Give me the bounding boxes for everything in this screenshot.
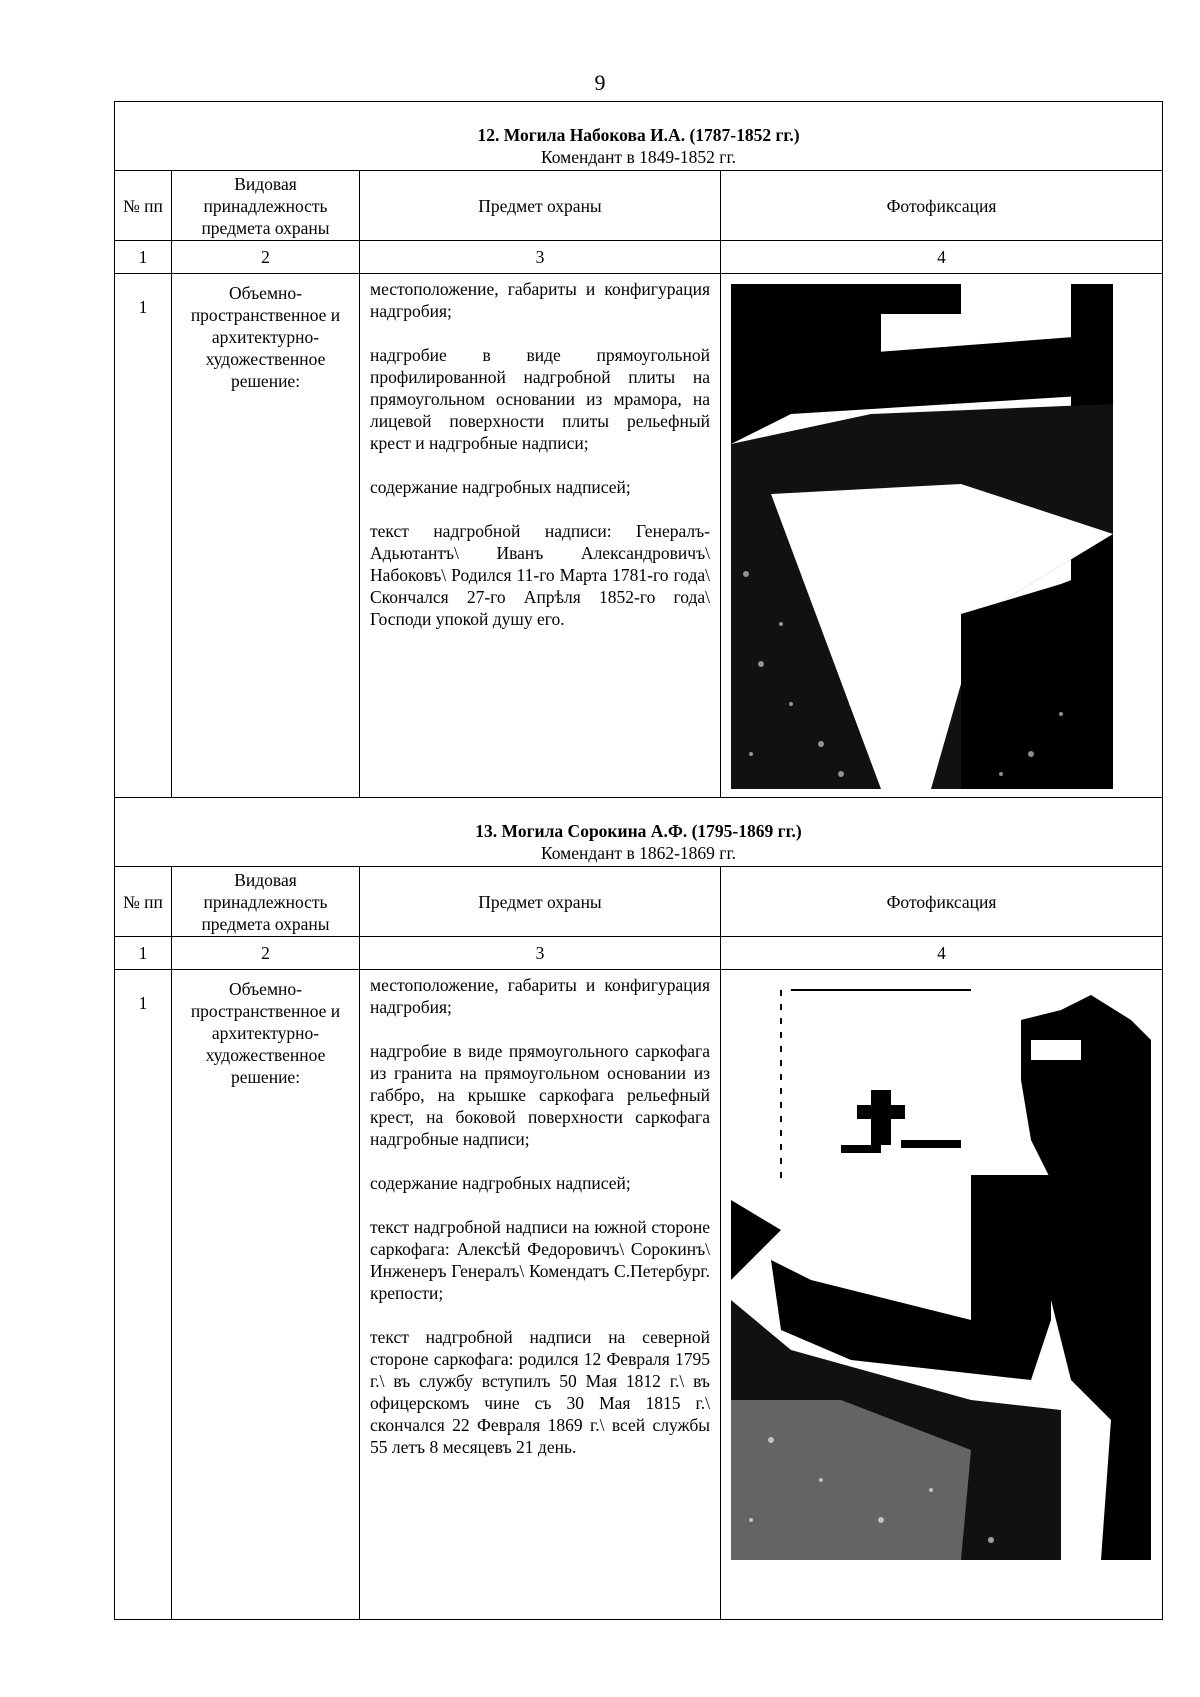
subject-paragraph: содержание надгробных надписей;	[370, 477, 631, 497]
header-type: Видовая принадлежность предмета охраны	[172, 171, 360, 241]
column-number: 1	[115, 241, 172, 274]
section-title: 13. Могила Сорокина А.Ф. (1795-1869 гг.)	[475, 821, 802, 841]
row-number: 1	[115, 274, 172, 798]
subject-paragraph: надгробие в виде прямоугольного саркофага из гранита на прямоугольном основании из габбро, на крышке саркофага рельефный крест, на боковой поверхности саркофага надгробные надписи;	[370, 1041, 710, 1149]
column-number: 2	[172, 241, 360, 274]
section-subtitle: Комендант в 1849-1852 гг.	[540, 147, 737, 167]
column-number: 2	[172, 937, 360, 970]
photo-cell	[721, 274, 1163, 798]
monument-table	[114, 101, 1163, 1620]
column-number: 3	[360, 937, 721, 970]
subject-paragraph: текст надгробной надписи на южной стороне саркофага: Алексѣй Федоровичъ\ Сорокинъ\ Инженеръ Генералъ\ Комендатъ С.Петербург. крепости;	[370, 1217, 710, 1303]
subject-paragraph: надгробие в виде прямоугольной профилированной надгробной плиты на прямоугольном основании из мрамора, на лицевой поверхности плиты рельефный крест и надгробные надписи;	[370, 345, 710, 453]
row-type: Объемно-пространственное и архитектурно-художественное решение:	[172, 970, 360, 1620]
row-subject	[360, 970, 721, 1620]
column-number: 4	[721, 241, 1163, 274]
row-number: 1	[115, 970, 172, 1620]
header-subject: Предмет охраны	[360, 171, 721, 241]
row-subject	[360, 274, 721, 798]
row-type: Объемно-пространственное и архитектурно-художественное решение:	[172, 274, 360, 798]
section-title: 12. Могила Набокова И.А. (1787-1852 гг.)	[477, 125, 800, 145]
subject-paragraph: содержание надгробных надписей;	[370, 1173, 631, 1193]
subject-paragraph: местоположение, габариты и конфигурация надгробия;	[370, 279, 710, 321]
subject-paragraph: текст надгробной надписи на северной стороне саркофага: родился 12 Февраля 1795 г.\ въ службу вступилъ 50 Мая 1812 г.\ въ офицерскомъ чине съ 30 Мая 1815 г.\ скончался 22 Февраля 1869 г.\ всей службы 55 летъ 8 месяцевъ 21 день.	[370, 1327, 710, 1457]
header-number: № пп	[115, 171, 172, 241]
header-number: № пп	[115, 867, 172, 937]
section-subtitle: Комендант в 1862-1869 гг.	[540, 843, 737, 863]
page-number: 9	[594, 70, 606, 95]
section-title-cell	[115, 798, 1163, 867]
header-type: Видовая принадлежность предмета охраны	[172, 867, 360, 937]
subject-paragraph: текст надгробной надписи: Генералъ-Адьютантъ\ Иванъ Александровичъ\ Набоковъ\ Родился 11-го Марта 1781-го года\ Скончался 27-го Апрѣля 1852-го года\ Господи упокой душу его.	[370, 521, 710, 629]
column-number: 1	[115, 937, 172, 970]
header-photo: Фотофиксация	[721, 171, 1163, 241]
grave-photo	[731, 284, 1113, 789]
sarcophagus-photo	[731, 980, 1151, 1560]
section-title-cell	[115, 102, 1163, 171]
photo-cell	[721, 970, 1163, 1620]
header-photo: Фотофиксация	[721, 867, 1163, 937]
header-subject: Предмет охраны	[360, 867, 721, 937]
column-number: 4	[721, 937, 1163, 970]
column-number: 3	[360, 241, 721, 274]
subject-paragraph: местоположение, габариты и конфигурация надгробия;	[370, 975, 710, 1017]
